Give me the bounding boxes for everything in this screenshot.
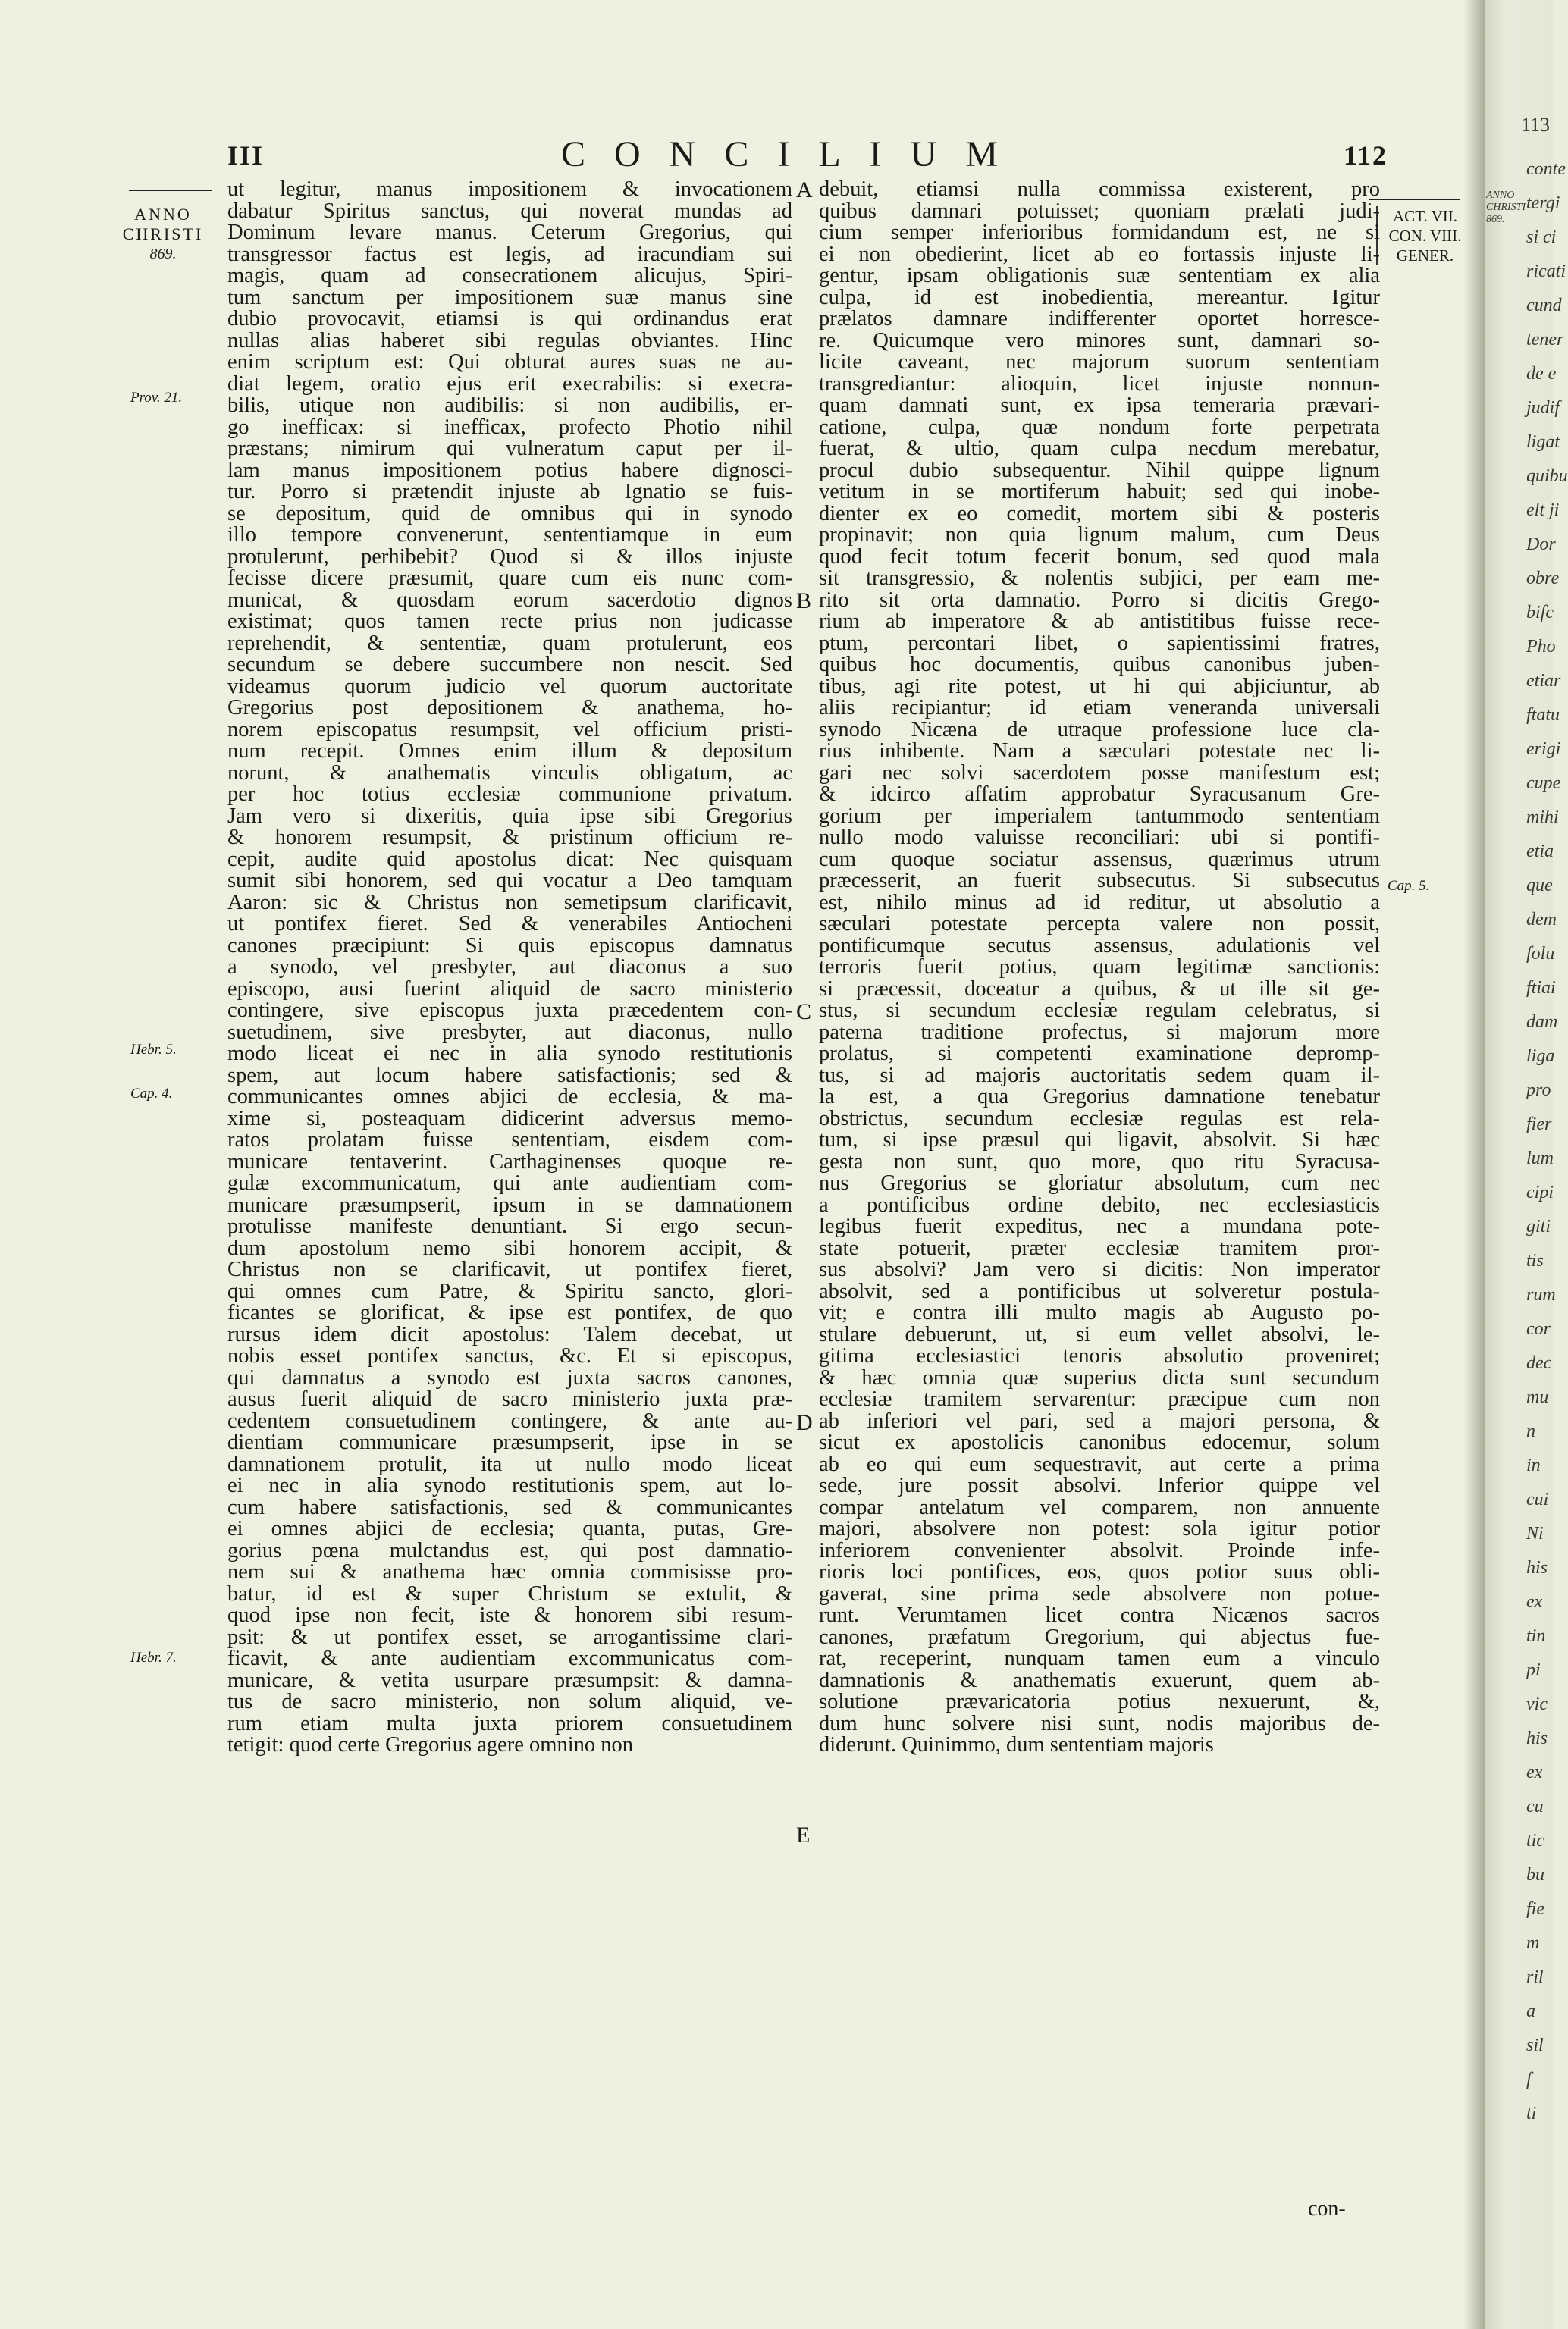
left-column-line: per hoc totius ecclesiæ communione privatum. [227,782,792,806]
next-page-fragment: bu [1526,1865,1544,1885]
right-column-line: a pontificibus ordine debito, nec ecclesiasticis [819,1193,1380,1217]
next-page-fragment: mihi [1526,807,1559,827]
right-column-line: gentur, ipsam obligationis suæ sententiam ex alia [819,264,1380,287]
left-column-line: modo liceat ei nec in alia synodo restitutionis [227,1042,792,1065]
left-column-line: illo tempore convenerunt, sententiamque in eum [227,523,792,547]
right-column-line: dienter ex eo comedit, mortem sibi & posteris [819,501,1380,525]
right-column-line: stus, si secundum ecclesiæ regulam celebratus, si [819,998,1380,1022]
right-column-line: vit; e contra illi multo magis ab Augusto po- [819,1301,1380,1324]
left-column-line: ficavit, & ante audientiam excommunicatus com- [227,1647,792,1670]
next-page-fragment: his [1526,1729,1548,1748]
next-page-fragment: judif [1526,398,1560,418]
left-column-line: canones præcipiunt: Si quis episcopus damnatus [227,933,792,958]
next-page-fragment: tis [1526,1251,1544,1271]
left-column-line: nem sui & anathema hæc omnia commisisse pro- [227,1560,792,1584]
next-page-fragment: rum [1526,1285,1556,1305]
anno-year: 869. [149,246,177,262]
left-column-line: ut legitur, manus impositionem & invocationem [227,177,792,201]
right-column-line: si præcessit, doceatur a quibus, & ut ille sit ge- [819,976,1380,1001]
right-column-line: rito sit orta damnatio. Porro si dicitis Grego- [819,588,1380,612]
section-letter-a: A [796,177,813,202]
left-column-line: Christus non se clarificavit, ut pontifex fieret, [227,1258,792,1281]
page-number-left: III [227,140,265,171]
left-column-line: suetudinem, sive presbyter, aut diaconus, nullo [227,1020,792,1044]
right-column-line: procul dubio subsequentur. Nihil quippe lignum [819,458,1380,482]
next-page-fragment: f [1526,2070,1532,2089]
next-page-fragment: a [1526,2001,1535,2021]
right-column-line: tibus, agi rite potest, ut hi qui abjiciuntur, ab [819,674,1380,698]
next-page-fragment: ligat [1526,432,1560,452]
left-column-line: se depositum, quid de omnibus qui in synodo [227,501,792,525]
next-page-fragment: dec [1526,1353,1552,1373]
left-column-line: rum etiam multa juxta priorem consuetudinem [227,1711,792,1735]
next-page-fragment: elt ji [1526,500,1560,520]
margin-ref-cap4: Cap. 4. [130,1086,173,1102]
right-column-line: paterna traditione profectus, si majorum more [819,1020,1380,1044]
next-page-fragment: Pho [1526,637,1556,657]
next-page-fragment: etiar [1526,671,1561,691]
right-column-line: sicut ex apostolicis canonibus edocemur, solum [819,1431,1380,1454]
right-column-line: tum, si ipse præsul qui ligavit, absolvit. Si hæc [819,1128,1380,1152]
right-column-line: rius inhibente. Nam a sæculari potestate nec li- [819,739,1380,763]
right-column-line: licite caveant, nec majorum suorum sententiam [819,350,1380,374]
section-letter-c: C [796,999,812,1024]
right-column-line: quam damnati sunt, ex ipsa temeraria prævari- [819,393,1380,417]
right-column-line: ei non obedierint, licet ab eo fortassis injuste li- [819,242,1380,266]
right-column-line: rium ab imperatore & ab antistitibus fuisse rece- [819,610,1380,633]
left-column-line: municare tentaverint. Carthaginenses quoque re- [227,1149,792,1174]
right-column-line: tus, si ad majoris auctoritatis sedem quam il- [819,1063,1380,1087]
next-page-fragment: m [1526,1933,1540,1953]
right-column-line: sede, jure possit absolvi. Inferior quippe vel [819,1474,1380,1497]
next-page-fragment: giti [1526,1217,1551,1237]
next-page-fragment: pro [1526,1080,1551,1100]
left-column-line: dabatur Spiritus sanctus, qui noverat mundas ad [227,199,792,223]
next-page-fragment: sil [1526,2036,1544,2055]
right-column-line: cum quoque sociatur assensus, quærimus utrum [819,847,1380,871]
right-column-line: & hæc omnia quæ superius dicta sunt secundum [819,1365,1380,1390]
right-column-line: debuit, etiamsi nulla commissa existerent, pro [819,177,1380,201]
anno-label: ANNO CHRISTI [122,205,204,243]
left-column-line: Jam vero si dixeritis, quia ipse sibi Gregorius [227,804,792,828]
right-column-line: præcesserit, an fuerit subsecutus. Si subsecutus [819,869,1380,892]
next-page-fragment: ricati [1526,262,1566,281]
next-page-fragment: si ci [1526,227,1557,247]
next-page-fragment: de e [1526,364,1557,384]
right-column-line: diderunt. Quinimmo, dum sententiam majoris [819,1733,1214,1757]
left-column-line: magis, quam ad consecrationem alicujus, Spiri- [227,264,792,287]
right-column-line: prolatus, si competenti examinatione depromp- [819,1042,1380,1065]
right-column-line: inferiorem convenienter absolvit. Proinde infe- [819,1538,1380,1563]
next-page-fragment: fie [1526,1899,1544,1919]
next-page-fragment: erigi [1526,739,1561,759]
left-column-line: batur, id est & super Christum se extulit, & [227,1581,792,1606]
header-rule-right [1369,199,1460,200]
right-column-line: vetitum in se mortiferum habuit; sed qui inobe- [819,480,1380,503]
next-page-fragment: n [1526,1422,1535,1441]
next-page-fragment: dam [1526,1012,1558,1032]
left-column-line: qui damnatus a synodo est juxta sacros canones, [227,1365,792,1390]
left-column-line: ei nec in alia synodo restitutionis spem, aut lo- [227,1474,792,1497]
right-column-line: stulare debuerunt, ut, si eum vellet absolvi, le- [819,1322,1380,1346]
left-column-line: contingere, sive episcopus juxta præcedentem con- [227,998,792,1022]
right-column-line: gorium per imperialem tantummodo sententiam [819,804,1380,828]
right-column-line: runt. Verumtamen licet contra Nicænos sacros [819,1603,1380,1627]
section-letter-d: D [796,1410,813,1435]
left-column-line: ei omnes abjici de ecclesia; quanta, putas, Gre- [227,1517,792,1541]
next-page-fragment: Ni [1526,1524,1544,1544]
right-column-line: pontificumque secutus assensus, adulationis vel [819,933,1380,958]
left-column-line: ausus fuerit aliquid de sacro ministerio juxta præ- [227,1387,792,1411]
left-column-line: protulerunt, perhibebit? Quod si & illos injuste [227,544,792,569]
left-column-line: cepit, audite quid apostolus dicat: Nec quisquam [227,847,792,871]
left-column-line: existimat; quos tamen recte prius non judicasse [227,610,792,633]
right-column-line: ecclesiæ tramitem servarentur: præcipue cum non [819,1387,1380,1411]
right-column-line: aliis recipiantur; id etiam veneranda universali [819,696,1380,719]
left-column-line: præstans; nimirum qui vulneratum caput per il- [227,437,792,460]
text-column-left [227,179,792,1757]
margin-ref-cap5: Cap. 5. [1388,878,1430,894]
left-column-line: spem, aut locum habere satisfactionis; sed & [227,1063,792,1087]
right-column-line: majori, absolvere non potest: sola igitur potior [819,1517,1380,1541]
right-column-line: & idcirco affatim approbatur Syracusanum Gre- [819,782,1380,806]
margin-ref-prov: Prov. 21. [130,390,183,406]
catchword: con- [1308,2197,1346,2221]
page-number-right: 112 [1343,140,1388,171]
left-column-line: norem episcopatus resumpsit, vel officium pristi- [227,717,792,741]
right-column-line: sus absolvi? Jam vero si dicitis: Non imperator [819,1258,1380,1281]
left-column-line: cum habere satisfactionis, sed & communicantes [227,1495,792,1519]
left-column-line: a synodo, vel presbyter, aut diaconus a suo [227,955,792,979]
right-column-line: prælatos damnare indifferenter oportet horresce- [819,307,1380,331]
left-column-line: Gregorius post depositionem & anathema, ho- [227,696,792,719]
left-column-line: nobis esset pontifex sanctus, &c. Et si episcopus, [227,1344,792,1368]
left-column-line: communicantes omnes abjici de ecclesia, & ma- [227,1085,792,1108]
right-column-line: rat, receperint, nunquam tamen eum a vinculo [819,1647,1380,1670]
running-header [212,133,1388,179]
left-column-line: transgressor factus est legis, ad iracundiam sui [227,242,792,266]
right-column-line: sæculari potestate percepta valere non possit, [819,912,1380,936]
left-column-line: qui omnes cum Patre, & Spiritu sancto, glori- [227,1279,792,1303]
right-column-line: fuerat, & ultio, quam culpa necdum merebatur, [819,437,1380,460]
header-rule-left [129,190,212,191]
next-page-fragment: tener [1526,330,1564,350]
left-column-line: cedentem consuetudinem contingere, & ante au- [227,1409,792,1433]
next-page-fragment: etia [1526,842,1554,861]
left-column-line: municare, & vetita usurpare præsumpsit: & damna- [227,1668,792,1692]
next-page-fragment: Dor [1526,534,1556,554]
left-column-line: dientiam communicare præsumpserit, ipse in se [227,1431,792,1454]
next-page-fragment: dem [1526,910,1557,929]
act-label [1376,206,1472,265]
next-page-edge [1485,0,1568,2329]
right-column-line: nullo modo valuisse reconciliari: ubi si pontifi- [819,826,1380,849]
left-column-line: reprehendit, & sententiæ, quam protulerunt, eos [227,631,792,655]
left-column-line: gulæ excommunicatum, qui ante audientiam com- [227,1171,792,1195]
next-page-fragment: fier [1526,1114,1552,1134]
right-column-line: quibus damnari potuisset; quoniam prælati judi- [819,199,1380,223]
next-page-fragment: vic [1526,1694,1548,1714]
right-column-line: legibus fuerit expeditus, nec a mundana pote- [819,1215,1380,1238]
next-page-fragment: ril [1526,1967,1544,1987]
left-column-line: tum sanctum per impositionem suæ manus sine [227,285,792,309]
left-column-line: gorius pœna mulctandus est, qui post damnatio- [227,1538,792,1563]
left-column-line: tur. Porro si prætendit injuste ab Ignatio se fuis- [227,480,792,503]
left-column-line: lam manus impositionem potius habere dignosci- [227,458,792,482]
next-page-fragment: cipi [1526,1183,1554,1202]
next-page-fragment: quibu [1526,466,1568,486]
left-column-line: go inefficax: si inefficax, profecto Photio nihil [227,415,792,439]
right-column-line: propinavit; non quia lignum malum, cum Deus [819,523,1380,547]
right-column-line: cium semper inferioribus formidandum est, ne si [819,221,1380,244]
left-column-line: bilis, utique non audibilis: si non audibilis, er- [227,393,792,417]
next-page-fragment: folu [1526,944,1555,964]
left-column-line: xime si, posteaquam didicerint adversus memo- [227,1106,792,1130]
margin-ref-hebr5: Hebr. 5. [130,1042,177,1058]
right-column-line: transgrediantur: alioquin, licet injuste nonnun- [819,371,1380,396]
right-column-line: est, nihilo minus ad id reditur, ut absolutio a [819,890,1380,914]
right-column-line: gesta non sunt, quo more, quo ritu Syracusa- [819,1149,1380,1174]
left-column-line: rursus idem dicit apostolus: Talem decebat, ut [227,1322,792,1346]
right-column-line: quibus hoc documentis, quibus canonibus juben- [819,653,1380,676]
next-page-fragment: ti [1526,2104,1537,2124]
right-column-line: la est, a qua Gregorius damnatione tenebatur [819,1085,1380,1108]
right-column-line: compar antelatum vel comparem, non annuente [819,1495,1380,1519]
running-title: CONCILIUM [561,134,1027,174]
section-letter-b: B [796,588,812,613]
right-column-line: ptum, percontari libet, o sapientissimi fratres, [819,631,1380,655]
left-column-line: diat legem, oratio ejus erit execrabilis: si execra- [227,371,792,396]
left-column-line: ratos prolatam fuisse sententiam, eisdem com- [227,1128,792,1152]
next-page-fragment: cund [1526,296,1562,315]
next-page-fragment: liga [1526,1046,1555,1066]
section-letter-e: E [796,1823,811,1848]
right-column-line: solutione prævaricatoria potius nexuerunt, &, [819,1690,1380,1713]
left-column-line: secundum se debere succumbere non nescit. Sed [227,653,792,676]
next-page-fragment: cor [1526,1319,1551,1339]
next-page-fragment: cupe [1526,773,1561,793]
council-number: CON. VIII. [1388,227,1462,245]
right-column-line: re. Quicumque vero minores sunt, damnari so- [819,328,1380,353]
margin-ref-hebr7: Hebr. 7. [130,1650,177,1666]
left-column-line: municat, & quosdam eorum sacerdotio dignos [227,588,792,612]
left-column-line: damnationem protulit, ita ut nullo modo liceat [227,1452,792,1476]
left-column-line: ut pontifex fieret. Sed & venerabiles Antiocheni [227,912,792,936]
next-page-fragment: tic [1526,1831,1544,1851]
next-page-fragment: mu [1526,1387,1549,1407]
right-column-line: gaverat, sine prima sede absolvere non potue- [819,1581,1380,1606]
left-column-line: fecisse dicere præsumit, quare cum eis nunc com- [227,566,792,590]
right-column-line: nus Gregorius se gloriatur absolutum, cum nec [819,1171,1380,1195]
next-page-fragment: obre [1526,569,1560,588]
next-page-fragment: ex [1526,1763,1543,1782]
right-column-line: dum hunc solvere nisi sunt, nodis majoribus de- [819,1711,1380,1735]
left-column-line: dubio provocavit, etiamsi is qui ordinandus erat [227,307,792,331]
left-column-line: dum apostolum nemo sibi honorem accipit, & [227,1236,792,1260]
right-column-line: catione, culpa, quæ nondum forte perpetrata [819,415,1380,439]
text-column-right [819,179,1380,1757]
right-column-line: rioris loci pontifices, eos, quos potior suus obli- [819,1560,1380,1584]
right-column-line: terroris fuerit potius, quam legitimæ sanctionis: [819,955,1380,979]
next-page-fragment: in [1526,1456,1541,1475]
left-column-line: episcopo, ausi fuerint aliquid de sacro ministerio [227,976,792,1001]
next-page-fragment: tergi [1526,193,1560,213]
right-column-line: quod fecit totum fecerit bonum, sed quod mala [819,544,1380,569]
next-page-fragment: bifc [1526,603,1554,622]
left-column-line: enim scriptum est: Qui obturat aures suas ne au- [227,350,792,374]
left-column-line: norunt, & anathematis vinculis obligatum, ac [227,760,792,785]
next-page-fragment: his [1526,1558,1548,1578]
left-column-line: tetigit: quod certe Gregorius agere omnino non [227,1733,634,1757]
right-column-line: gitima ecclesiastici tenoris absolutio proveniret; [819,1344,1380,1368]
left-column-line: quod ipse non fecit, iste & honorem sibi resum- [227,1603,792,1627]
right-column-line: absolvit, sed a pontificibus ut solveretur postula- [819,1279,1380,1303]
left-column-line: Aaron: sic & Christus non semetipsum clarificavit, [227,890,792,914]
next-page-fragment: lum [1526,1149,1554,1168]
left-column-line: videamus quorum judicio vel quorum auctoritate [227,674,792,698]
right-column-line: ab eo qui eum sequestravit, aut certe a prima [819,1452,1380,1476]
next-page-fragment: cu [1526,1797,1544,1816]
next-page-fragment: que [1526,876,1553,895]
next-page-fragment: conte [1526,159,1566,179]
next-page-fragment: ex [1526,1592,1543,1612]
left-column-line: protulisse manifeste denuntiant. Si ergo secun- [227,1215,792,1238]
right-column-line: culpa, id est inobedientia, mereantur. Igitur [819,285,1380,309]
left-column-line: & honorem resumpsit, & pristinum officium re- [227,826,792,849]
next-page-fragment: pi [1526,1660,1541,1680]
right-column-line: ab inferiori vel pari, sed a majori persona, & [819,1409,1380,1433]
left-column-line: tus de sacro ministerio, non solum aliquid, ve- [227,1690,792,1713]
left-column-line: ficantes se glorificat, & ipse est pontifex, de quo [227,1301,792,1324]
next-page-fragment: tin [1526,1626,1546,1646]
left-column-line: municare præsumpserit, ipsum in se damnationem [227,1193,792,1217]
left-column-line: nullas alias haberet sibi regulas obviantes. Hinc [227,328,792,353]
right-column-line: damnationis & anathematis exuerunt, quem ab- [819,1668,1380,1692]
left-column-line: num recepit. Omnes enim illum & depositum [227,739,792,763]
right-column-line: state potuerit, præter ecclesiæ tramitem pror- [819,1236,1380,1260]
left-column-line: psit: & ut pontifex esset, se arrogantissime clari- [227,1625,792,1649]
next-page-fragment: cui [1526,1490,1549,1509]
right-column-line: synodo Nicæna de utraque professione luce cla- [819,717,1380,741]
right-column-line: obstrictus, secundum ecclesiæ regulas est rela- [819,1106,1380,1130]
right-column-line: canones, præfatum Gregorium, qui abjectus fue- [819,1625,1380,1649]
right-column-line: sit transgressio, & nolentis subjici, per eam me- [819,566,1380,590]
right-column-line: gari nec solvi sacerdotem posse manifestum est; [819,760,1380,785]
anno-christi-note [106,205,220,264]
next-page-anno: ANNO CHRISTI 869. [1486,190,1526,225]
council-type: GENER. [1396,246,1454,265]
act-number: ACT. VII. [1393,207,1457,225]
next-page-number: 113 [1521,114,1551,136]
next-page-fragment: ftatu [1526,705,1560,725]
next-page-fragment: ftiai [1526,978,1556,998]
left-column-line: Dominum levare manus. Ceterum Gregorius, qui [227,221,792,244]
book-gutter [1463,0,1485,2329]
left-column-line: sumit sibi honorem, sed qui vocatur a Deo tamquam [227,869,792,892]
